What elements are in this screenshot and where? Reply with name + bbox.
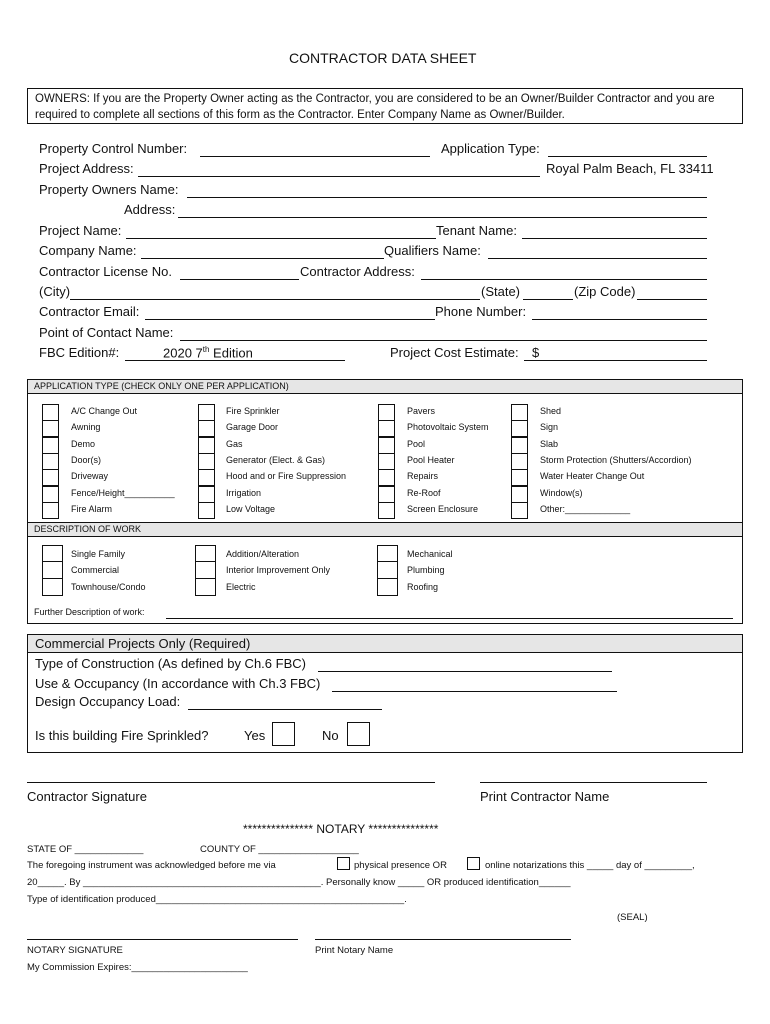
- app-type-label: Irrigation: [226, 487, 262, 498]
- app-type-label: Hood and or Fire Suppression: [226, 471, 347, 482]
- print-contractor-name-label: Print Contractor Name: [480, 789, 610, 804]
- phone-label: Phone Number:: [435, 304, 527, 319]
- app-type-checkbox[interactable]: [511, 486, 528, 503]
- app-type-label: Gas: [226, 438, 243, 449]
- work-description-label: Interior Improvement Only: [226, 565, 331, 576]
- app-type-label: Window(s): [540, 487, 583, 498]
- online-notarization-checkbox[interactable]: [467, 857, 480, 870]
- occupancy-label: Use & Occupancy (In accordance with Ch.3 FBC): [35, 676, 321, 691]
- work-description-checkbox[interactable]: [195, 561, 216, 579]
- app-type-checkbox[interactable]: [198, 420, 215, 437]
- app-type-checkbox[interactable]: [42, 486, 59, 503]
- project-cost-symbol: $: [532, 345, 540, 360]
- license-no-input[interactable]: [180, 279, 299, 280]
- contractor-signature-label: Contractor Signature: [27, 789, 147, 804]
- app-type-label: Slab: [540, 438, 559, 449]
- notary-line-2: 20_____. By _____________________________________________. Personally know _____ OR produced identification______: [27, 877, 571, 888]
- app-type-label: Sign: [540, 422, 559, 433]
- physical-presence-checkbox[interactable]: [337, 857, 350, 870]
- city-input[interactable]: [70, 299, 480, 300]
- owner-address-input[interactable]: [178, 217, 707, 218]
- app-type-label: Low Voltage: [226, 503, 276, 514]
- app-type-checkbox[interactable]: [511, 469, 528, 486]
- property-control-input[interactable]: [200, 156, 430, 157]
- sprinkled-yes-label: Yes: [244, 728, 266, 743]
- fbc-edition-value: 2020 7th Edition: [163, 345, 253, 361]
- app-type-checkbox[interactable]: [42, 437, 59, 454]
- app-type-checkbox[interactable]: [198, 502, 215, 519]
- phone-input[interactable]: [532, 319, 707, 320]
- application-type-label: Application Type:: [441, 141, 540, 156]
- app-type-label: Pool Heater: [407, 454, 455, 465]
- app-type-label: Pavers: [407, 406, 436, 416]
- app-type-checkbox[interactable]: [198, 453, 215, 470]
- commercial-header: Commercial Projects Only (Required): [35, 636, 251, 651]
- design-load-input[interactable]: [188, 709, 382, 710]
- state-input[interactable]: [523, 299, 573, 300]
- work-description-label: Single Family: [71, 549, 126, 559]
- print-notary-name-line[interactable]: [315, 939, 571, 940]
- further-description-label: Further Description of work:: [34, 607, 145, 617]
- app-type-checkbox[interactable]: [198, 404, 215, 421]
- app-type-checkbox[interactable]: [511, 404, 528, 421]
- sprinkled-label: Is this building Fire Sprinkled?: [35, 728, 209, 743]
- contractor-address-input[interactable]: [421, 279, 707, 280]
- app-type-checkbox[interactable]: [511, 437, 528, 454]
- sprinkled-no-checkbox[interactable]: [347, 722, 370, 746]
- app-type-checkbox[interactable]: [378, 404, 395, 421]
- further-description-input[interactable]: [166, 618, 733, 619]
- project-name-input[interactable]: [126, 238, 436, 239]
- app-type-checkbox[interactable]: [42, 453, 59, 470]
- owners-name-input[interactable]: [187, 197, 707, 198]
- app-type-checkbox[interactable]: [378, 486, 395, 503]
- app-type-label: Storm Protection (Shutters/Accordion): [540, 454, 692, 465]
- print-notary-name-label: Print Notary Name: [315, 945, 394, 956]
- app-type-checkbox[interactable]: [42, 502, 59, 519]
- app-type-label: Re-Roof: [407, 487, 441, 498]
- notary-signature-line[interactable]: [27, 939, 298, 940]
- property-control-label: Property Control Number:: [39, 141, 188, 156]
- app-type-label: Demo: [71, 438, 96, 449]
- project-address-label: Project Address:: [39, 161, 134, 176]
- print-contractor-name-line[interactable]: [480, 782, 707, 783]
- app-type-checkbox[interactable]: [378, 453, 395, 470]
- app-type-label: Fire Alarm: [71, 503, 113, 514]
- work-description-checkbox[interactable]: [377, 561, 398, 579]
- company-name-input[interactable]: [141, 258, 384, 259]
- project-cost-label: Project Cost Estimate:: [390, 345, 519, 360]
- app-type-checkbox[interactable]: [378, 502, 395, 519]
- zip-input[interactable]: [637, 299, 707, 300]
- point-of-contact-input[interactable]: [180, 340, 707, 341]
- app-type-label: Shed: [540, 406, 562, 416]
- online-notarization-label: online notarizations this _____ day of _________,: [485, 860, 695, 871]
- application-type-header: APPLICATION TYPE (CHECK ONLY ONE PER APPLICATION): [27, 379, 743, 394]
- point-of-contact-label: Point of Contact Name:: [39, 325, 174, 340]
- app-type-label: Photovoltaic System: [407, 422, 489, 433]
- company-name-label: Company Name:: [39, 243, 137, 258]
- app-type-label: Water Heater Change Out: [540, 471, 645, 482]
- owners-notice: OWNERS: If you are the Property Owner acting as the Contractor, you are considered to be an Owner/Builder Contractor and you are required to complete all sections of this form as the Contractor. Enter Company Name as Owner/Builder.: [27, 88, 743, 124]
- construction-type-input[interactable]: [318, 671, 612, 672]
- work-description-label: Plumbing: [407, 565, 445, 576]
- app-type-label: Other:_____________: [540, 503, 631, 514]
- contractor-signature-line[interactable]: [27, 782, 435, 783]
- work-description-label: Electric: [226, 581, 256, 592]
- county-of-field: COUNTY OF ___________________: [200, 844, 359, 855]
- project-address-input[interactable]: [138, 176, 540, 177]
- work-description-checkbox[interactable]: [42, 578, 63, 596]
- work-description-checkbox[interactable]: [377, 578, 398, 596]
- app-type-checkbox[interactable]: [378, 437, 395, 454]
- work-description-checkbox[interactable]: [42, 545, 63, 563]
- app-type-checkbox[interactable]: [198, 469, 215, 486]
- notary-signature-label: NOTARY SIGNATURE: [27, 945, 123, 956]
- work-description-label: Commercial: [71, 565, 120, 576]
- project-cost-input[interactable]: [524, 360, 707, 361]
- work-description-checkbox[interactable]: [42, 561, 63, 579]
- project-name-label: Project Name:: [39, 223, 122, 238]
- work-description-label: Mechanical: [407, 549, 453, 559]
- tenant-name-label: Tenant Name:: [436, 223, 517, 238]
- construction-type-label: Type of Construction (As defined by Ch.6 FBC): [35, 656, 306, 671]
- app-type-checkbox[interactable]: [511, 453, 528, 470]
- app-type-label: Garage Door: [226, 422, 279, 433]
- work-description-label: Addition/Alteration: [226, 549, 300, 559]
- app-type-checkbox[interactable]: [378, 420, 395, 437]
- app-type-checkbox[interactable]: [42, 420, 59, 437]
- license-no-label: Contractor License No.: [39, 264, 172, 279]
- work-description-checkbox[interactable]: [195, 545, 216, 563]
- app-type-label: Fence/Height__________: [71, 487, 175, 498]
- identification-type: Type of identification produced_______________________________________________.: [27, 894, 407, 905]
- state-label: (State): [481, 284, 521, 299]
- city-label: (City): [39, 284, 71, 299]
- work-description-checkbox[interactable]: [195, 578, 216, 596]
- commission-expires: My Commission Expires:______________________: [27, 962, 248, 973]
- notary-title: *************** NOTARY ***************: [243, 822, 439, 836]
- design-load-label: Design Occupancy Load:: [35, 694, 181, 709]
- page-title: CONTRACTOR DATA SHEET: [289, 50, 477, 66]
- contractor-address-label: Contractor Address:: [300, 264, 415, 279]
- app-type-checkbox[interactable]: [511, 502, 528, 519]
- email-label: Contractor Email:: [39, 304, 140, 319]
- state-of-field: STATE OF _____________: [27, 844, 144, 855]
- sprinkled-yes-checkbox[interactable]: [272, 722, 295, 746]
- app-type-label: Driveway: [71, 471, 109, 482]
- fbc-edition-label: FBC Edition#:: [39, 345, 120, 360]
- app-type-checkbox[interactable]: [378, 469, 395, 486]
- app-type-checkbox[interactable]: [198, 486, 215, 503]
- app-type-label: Fire Sprinkler: [226, 406, 280, 416]
- work-description-checkbox[interactable]: [377, 545, 398, 563]
- app-type-checkbox[interactable]: [42, 469, 59, 486]
- zip-label: (Zip Code): [574, 284, 636, 299]
- app-type-label: A/C Change Out: [71, 406, 138, 416]
- app-type-label: Repairs: [407, 471, 439, 482]
- seal-label: (SEAL): [617, 912, 648, 923]
- description-of-work-header: DESCRIPTION OF WORK: [27, 522, 743, 537]
- tenant-name-input[interactable]: [522, 238, 707, 239]
- app-type-checkbox[interactable]: [198, 437, 215, 454]
- app-type-checkbox[interactable]: [511, 420, 528, 437]
- sprinkled-no-label: No: [322, 728, 339, 743]
- qualifiers-name-input[interactable]: [488, 258, 707, 259]
- occupancy-input[interactable]: [332, 691, 617, 692]
- app-type-label: Pool: [407, 438, 426, 449]
- acknowledged-text: The foregoing instrument was acknowledged before me via: [27, 860, 276, 871]
- work-description-label: Townhouse/Condo: [71, 581, 146, 592]
- app-type-label: Door(s): [71, 454, 102, 465]
- owner-address-label: Address:: [124, 202, 176, 217]
- city-state-zip: Royal Palm Beach, FL 33411: [546, 161, 714, 176]
- app-type-label: Awning: [71, 422, 101, 433]
- physical-presence-label: physical presence OR: [354, 860, 447, 871]
- email-input[interactable]: [145, 319, 435, 320]
- owners-name-label: Property Owners Name:: [39, 182, 179, 197]
- application-type-input[interactable]: [548, 156, 707, 157]
- app-type-checkbox[interactable]: [42, 404, 59, 421]
- work-description-label: Roofing: [407, 581, 439, 592]
- app-type-label: Screen Enclosure: [407, 503, 479, 514]
- app-type-label: Generator (Elect. & Gas): [226, 454, 326, 465]
- qualifiers-name-label: Qualifiers Name:: [384, 243, 481, 258]
